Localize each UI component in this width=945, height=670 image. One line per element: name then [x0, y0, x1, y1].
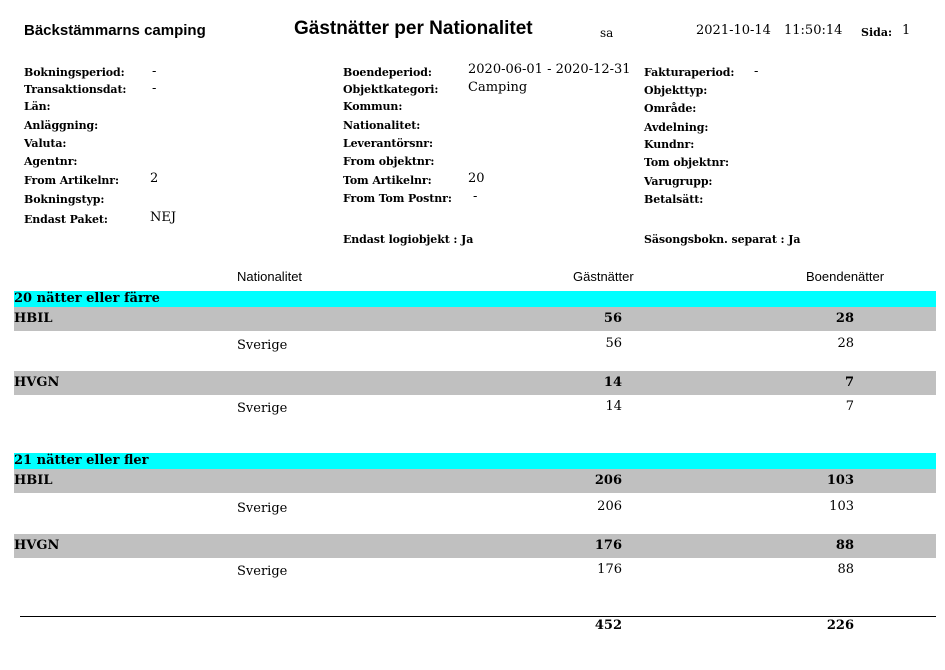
page-label: Sida: — [861, 26, 893, 39]
row-nationality: Sverige — [237, 501, 288, 516]
param-label: From Artikelnr: — [24, 174, 119, 187]
param-label: Avdelning: — [644, 121, 709, 134]
param-label: Län: — [24, 100, 51, 113]
param-label: Kundnr: — [644, 138, 695, 151]
report-date: 2021-10-14 — [696, 23, 771, 38]
param-label: Varugrupp: — [644, 175, 713, 188]
group-name: HVGN — [14, 538, 60, 553]
total-lodging-nights: 226 — [826, 618, 854, 633]
group-lodging-nights: 7 — [844, 375, 854, 390]
param-value: 2020-06-01 - 2020-12-31 — [468, 62, 631, 77]
param-value: 20 — [468, 171, 485, 186]
report-title: Gästnätter per Nationalitet — [294, 18, 533, 39]
param-label: Tom Artikelnr: — [343, 174, 432, 187]
user-id: sa — [600, 26, 614, 40]
param-label: Nationalitet: — [343, 119, 421, 132]
col-header-nationality: Nationalitet — [237, 269, 303, 284]
group-name: HBIL — [14, 473, 53, 488]
row-lodging-nights: 7 — [845, 399, 854, 414]
param-label: Endast Paket: — [24, 213, 108, 226]
row-guest-nights: 176 — [597, 562, 622, 577]
group-lodging-nights: 88 — [835, 538, 854, 553]
param-value: - — [473, 189, 478, 204]
col-header-guest-nights: Gästnätter — [573, 269, 634, 284]
page-number: 1 — [902, 23, 911, 38]
row-guest-nights: 206 — [597, 499, 622, 514]
group-name: HVGN — [14, 375, 60, 390]
row-nationality: Sverige — [237, 338, 288, 353]
param-label: Bokningstyp: — [24, 193, 105, 206]
param-label: Valuta: — [24, 137, 67, 150]
param-label: Transaktionsdat: — [24, 83, 127, 96]
group-row — [14, 307, 936, 331]
group-guest-nights: 206 — [594, 473, 622, 488]
row-lodging-nights: 88 — [837, 562, 854, 577]
group-name: HBIL — [14, 311, 53, 326]
section-title: 20 nätter eller färre — [14, 291, 160, 306]
group-lodging-nights: 103 — [826, 473, 854, 488]
param-label: Betalsätt: — [644, 193, 704, 206]
report-time: 11:50:14 — [784, 23, 843, 38]
row-guest-nights: 14 — [605, 399, 622, 414]
col-header-lodging-nights: Boendenätter — [806, 269, 885, 284]
section-title: 21 nätter eller fler — [14, 453, 149, 468]
row-guest-nights: 56 — [605, 336, 622, 351]
group-row — [14, 371, 936, 395]
param-value: Camping — [468, 80, 528, 95]
total-divider — [20, 616, 936, 617]
param-label: Område: — [644, 102, 697, 115]
param-value: - — [152, 64, 157, 79]
param-label: Fakturaperiod: — [644, 66, 735, 79]
group-guest-nights: 56 — [603, 311, 622, 326]
param-label: From objektnr: — [343, 155, 435, 168]
param-label: From Tom Postnr: — [343, 192, 452, 205]
param-value: 2 — [150, 171, 159, 186]
total-guest-nights: 452 — [594, 618, 622, 633]
param-value: - — [754, 64, 759, 79]
sasongsbokn-separat: Säsongsbokn. separat : Ja — [644, 233, 801, 246]
group-lodging-nights: 28 — [835, 311, 854, 326]
row-nationality: Sverige — [237, 564, 288, 579]
param-value: - — [152, 81, 157, 96]
group-row — [14, 534, 936, 558]
row-lodging-nights: 103 — [829, 499, 854, 514]
param-label: Objekttyp: — [644, 84, 708, 97]
row-nationality: Sverige — [237, 401, 288, 416]
param-label: Bokningsperiod: — [24, 66, 125, 79]
company-name: Bäckstämmarns camping — [24, 22, 206, 39]
param-label: Kommun: — [343, 100, 403, 113]
section-band — [14, 453, 936, 469]
group-guest-nights: 176 — [594, 538, 622, 553]
group-row — [14, 469, 936, 493]
param-value: NEJ — [150, 210, 177, 225]
param-label: Leverantörsnr: — [343, 137, 433, 150]
group-guest-nights: 14 — [603, 375, 622, 390]
param-label: Agentnr: — [24, 155, 78, 168]
row-lodging-nights: 28 — [837, 336, 854, 351]
param-label: Boendeperiod: — [343, 66, 432, 79]
section-band — [14, 291, 936, 307]
param-label: Tom objektnr: — [644, 156, 729, 169]
param-label: Objektkategori: — [343, 83, 439, 96]
param-label: Anläggning: — [24, 119, 99, 132]
endast-logiobjekt: Endast logiobjekt : Ja — [343, 233, 474, 246]
